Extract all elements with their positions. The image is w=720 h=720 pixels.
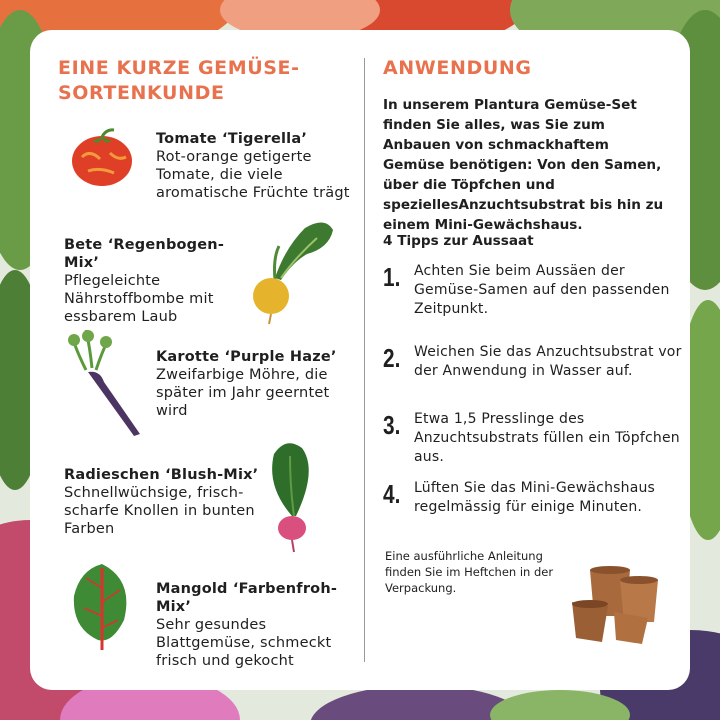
tip-item (383, 262, 683, 322)
variety-item-tomato (156, 130, 356, 202)
tip-text: Achten Sie beim Aussäen der Gemüse-Samen auf den passenden Zeitpunkt. (414, 263, 670, 317)
variety-name: Radieschen ‘Blush-Mix’ (64, 467, 259, 483)
tip-number: 3. (383, 410, 401, 440)
column-divider (364, 58, 365, 662)
variety-item-radish (64, 466, 259, 538)
beet-icon (245, 218, 337, 326)
variety-item-carrot (156, 348, 356, 420)
varieties-heading: EINE KURZE GEMÜSE-SORTENKUNDE (58, 57, 300, 104)
tip-number: 2. (383, 343, 401, 373)
variety-name: Karotte ‘Purple Haze’ (156, 349, 337, 365)
chard-icon (68, 558, 136, 654)
tip-text: Etwa 1,5 Presslinge des Anzuchtsubstrats füllen ein Töpfchen aus. (414, 411, 680, 465)
variety-description: Zweifarbige Möhre, die später im Jahr geerntet wird (156, 367, 330, 419)
tip-text: Weichen Sie das Anzuchtsubstrat vor der Anwendung in Wasser auf. (414, 344, 682, 379)
variety-name: Tomate ‘Tigerella’ (156, 131, 308, 147)
variety-description: Sehr gesundes Blattgemüse, schmeckt frisch und gekocht (156, 617, 332, 669)
variety-description: Schnellwüchsige, frisch-scharfe Knollen in bunten Farben (64, 485, 255, 537)
variety-name: Bete ‘Regenbogen-Mix’ (64, 237, 225, 271)
instruction-note: Eine ausführliche Anleitung finden Sie im Heftchen in der Verpackung. (385, 549, 554, 595)
carrot-icon (66, 330, 146, 438)
variety-description: Rot-orange getigerte Tomate, die viele aromatische Früchte trägt (156, 149, 350, 201)
radish-icon (262, 436, 326, 554)
tip-item (383, 410, 683, 465)
tip-number: 4. (383, 479, 401, 509)
tip-item (383, 479, 683, 519)
usage-heading: ANWENDUNG (383, 57, 532, 79)
tip-item (383, 343, 683, 383)
variety-description: Pflegeleichte Nährstoffbombe mit essbarem Laub (64, 273, 214, 325)
tip-text: Lüften Sie das Mini-Gewächshaus regelmässig für einige Minuten. (414, 480, 656, 515)
tips-heading: 4 Tipps zur Aussaat (383, 233, 534, 249)
variety-item-chard (156, 580, 361, 670)
variety-item-beet (64, 236, 254, 326)
variety-name: Mangold ‘Farbenfroh-Mix’ (156, 581, 338, 615)
seedling-pots-icon (568, 566, 668, 646)
tomato-icon (70, 127, 136, 187)
tip-number: 1. (383, 262, 401, 292)
usage-intro: In unserem Plantura Gemüse-Set finden Sie alles, was Sie zum Anbauen von schmackhaftem Gemüse benötigen: Von den Samen, über die Töpfchen und speziellesAnzuchtsubstrat bis hin zu einem Mini-Gewächshaus. (383, 97, 664, 233)
